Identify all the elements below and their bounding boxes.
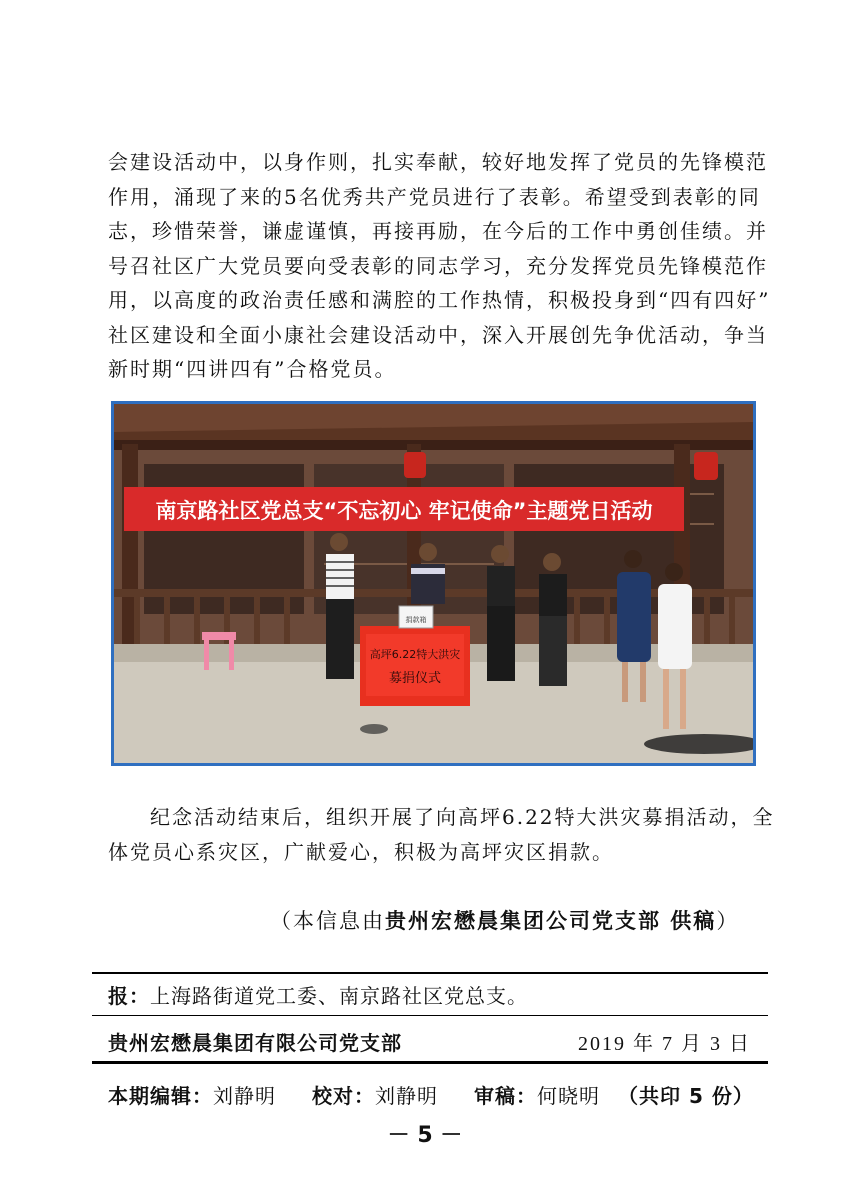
proof-name: 刘静明 xyxy=(375,1084,438,1108)
text-line: 纪念活动结束后，组织开展了向高坪6.22特大洪灾募捐活动，全 xyxy=(150,805,775,829)
copies-count: （共印 5 份） xyxy=(618,1084,754,1108)
issuing-org: 贵州宏懋晨集团有限公司党支部 xyxy=(108,1031,402,1055)
proof-label: 校对： xyxy=(312,1084,375,1108)
divider-line xyxy=(92,1061,768,1064)
report-value: 上海路街道党工委、南京路社区党总支。 xyxy=(150,984,528,1008)
divider-line xyxy=(92,1015,768,1016)
person-1 xyxy=(326,533,354,679)
text-line: 号召社区广大党员要向受表彰的同志学习，充分发挥党员先锋模范作 xyxy=(108,253,768,278)
text-line: 社区建设和全面小康社会建设活动中，深入开展创先争优活动，争当 xyxy=(108,322,768,347)
text-line: 志，珍惜荣誉，谦虚谨慎，再接再励，在今后的工作中勇创佳绩。并 xyxy=(108,219,768,243)
editor-name: 刘静明 xyxy=(213,1084,276,1108)
divider-line xyxy=(92,972,768,974)
banner-text: 南京路社区党总支“不忘初心 牢记使命”主题党日活动 xyxy=(155,499,653,523)
table-sign-line1: 高坪6.22特大洪灾 xyxy=(369,648,461,661)
text-line: 新时期“四讲四有”合格党员。 xyxy=(108,357,397,381)
text-line: 用，以高度的政治责任感和满腔的工作热情，积极投身到“四有四好” xyxy=(108,288,771,312)
issue-date: 2019 年 7 月 3 日 xyxy=(578,1033,751,1055)
box-label: 捐款箱 xyxy=(405,616,427,624)
credit-source: 贵州宏懋晨集团公司党支部 供稿 xyxy=(385,909,717,933)
review-label: 审稿： xyxy=(474,1084,537,1108)
source-credit xyxy=(270,905,739,935)
text-line: 会建设活动中，以身作则，扎实奉献，较好地发挥了党员的先锋模范 xyxy=(108,150,768,174)
credit-suffix: ） xyxy=(716,909,740,933)
credit-prefix: （本信息由 xyxy=(270,909,385,933)
text-line: 作用，涌现了来的5名优秀共产党员进行了表彰。希望受到表彰的同 xyxy=(108,184,761,209)
review-name: 何晓明 xyxy=(537,1084,600,1108)
editor-label: 本期编辑： xyxy=(108,1084,213,1108)
table-sign-line2: 募捐仪式 xyxy=(388,671,442,686)
event-photo xyxy=(111,401,756,766)
report-label: 报： xyxy=(108,984,150,1008)
body-paragraph-2 xyxy=(108,800,775,869)
body-paragraph-1 xyxy=(108,145,771,387)
page-number: － 5 － xyxy=(387,1123,463,1148)
text-line: 体党员心系灾区，广献爱心，积极为高坪灾区捐款。 xyxy=(108,839,614,864)
editors-line xyxy=(108,1080,754,1109)
report-to-line xyxy=(108,980,528,1009)
